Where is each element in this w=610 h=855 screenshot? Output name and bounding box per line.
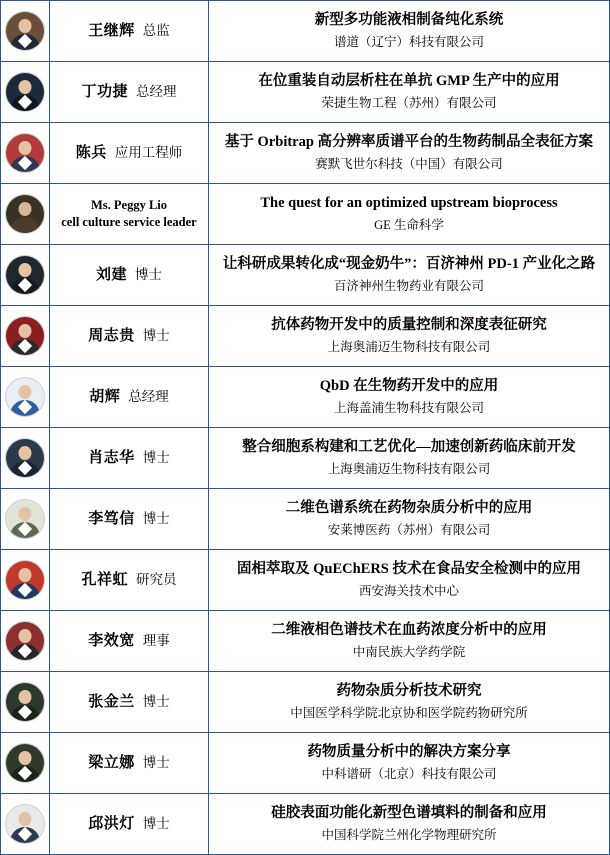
speaker-topic-cell xyxy=(209,428,610,489)
speaker-topic-cell xyxy=(209,794,610,855)
speaker-topic-cell xyxy=(209,367,610,428)
topic-title: QbD 在生物药开发中的应用 xyxy=(319,378,499,395)
speaker-photo-cell xyxy=(1,1,50,62)
speaker-name: 周志贵 xyxy=(88,328,135,344)
topic-title: 药物质量分析中的解决方案分享 xyxy=(307,744,511,761)
speaker-name-cell xyxy=(50,367,209,428)
speaker-topic-cell xyxy=(209,306,610,367)
speaker-name-cell xyxy=(50,184,209,245)
speaker-title: 理事 xyxy=(142,633,170,648)
speaker-name-wrap xyxy=(50,21,208,41)
speaker-title: 博士 xyxy=(142,755,170,770)
speaker-name-wrap xyxy=(50,387,208,407)
speaker-photo-cell xyxy=(1,123,50,184)
speaker-topic-cell xyxy=(209,123,610,184)
speaker-photo-cell xyxy=(1,611,50,672)
speaker-name-cell xyxy=(50,123,209,184)
topic-title: 整合细胞系构建和工艺优化—加速创新药临床前开发 xyxy=(242,439,576,456)
speaker-title: 总监 xyxy=(142,23,170,38)
speaker-title: 总经理 xyxy=(128,389,169,404)
speaker-table-body xyxy=(1,1,610,855)
speaker-photo-cell xyxy=(1,794,50,855)
speaker-name-wrap xyxy=(50,448,208,468)
topic-organization: 上海盖浦生物科技有限公司 xyxy=(333,400,484,415)
table-row xyxy=(1,62,610,123)
table-row xyxy=(1,306,610,367)
speaker-photo-cell xyxy=(1,245,50,306)
topic-title: The quest for an optimized upstream bioprocess xyxy=(260,195,558,212)
topic-title: 固相萃取及 QuEChERS 技术在食品安全检测中的应用 xyxy=(236,561,581,578)
topic-organization: 上海奥浦迈生物科技有限公司 xyxy=(327,339,491,354)
topic-organization: 西安海关技术中心 xyxy=(358,583,459,598)
speaker-name-cell xyxy=(50,672,209,733)
speaker-name-wrap xyxy=(50,692,208,712)
speaker-name-wrap xyxy=(50,570,208,590)
avatar xyxy=(5,194,45,234)
table-row xyxy=(1,733,610,794)
speaker-name: 丁功捷 xyxy=(81,84,128,100)
table-row xyxy=(1,550,610,611)
topic-title: 基于 Orbitrap 高分辨率质谱平台的生物药制品全表征方案 xyxy=(224,134,594,151)
speaker-topic-cell xyxy=(209,611,610,672)
speaker-name: 肖志华 xyxy=(88,450,135,466)
speaker-name: 梁立娜 xyxy=(88,755,135,771)
avatar xyxy=(5,438,45,478)
speaker-name-cell xyxy=(50,428,209,489)
topic-organization: GE 生命科学 xyxy=(374,217,444,232)
speaker-photo-cell xyxy=(1,428,50,489)
speaker-photo-cell xyxy=(1,733,50,794)
speaker-name-wrap xyxy=(50,814,208,834)
table-row xyxy=(1,794,610,855)
speaker-title: 总经理 xyxy=(136,84,177,99)
speaker-name: 陈兵 xyxy=(75,145,107,161)
speaker-topic-cell xyxy=(209,1,610,62)
speaker-title: 应用工程师 xyxy=(114,145,183,160)
topic-organization: 谱道（辽宁）科技有限公司 xyxy=(333,34,484,49)
topic-title: 新型多功能液相制备纯化系统 xyxy=(314,12,504,29)
speaker-name-cell xyxy=(50,794,209,855)
speaker-name-wrap xyxy=(50,82,208,102)
topic-organization: 中南民族大学药学院 xyxy=(352,644,466,659)
avatar xyxy=(5,499,45,539)
speaker-topic-cell xyxy=(209,550,610,611)
speaker-name: 张金兰 xyxy=(88,694,135,710)
topic-title: 药物杂质分析技术研究 xyxy=(336,683,482,700)
topic-title: 在位重装自动层析柱在单抗 GMP 生产中的应用 xyxy=(258,73,560,90)
speaker-name-cell xyxy=(50,62,209,123)
speaker-name-wrap xyxy=(50,326,208,346)
speaker-title: 博士 xyxy=(142,511,170,526)
table-row xyxy=(1,245,610,306)
topic-title: 硅胶表面功能化新型色谱填料的制备和应用 xyxy=(271,805,547,822)
speaker-title: 博士 xyxy=(142,328,170,343)
table-row xyxy=(1,611,610,672)
avatar xyxy=(5,621,45,661)
speaker-name-cell xyxy=(50,611,209,672)
topic-organization: 中科谱研（北京）科技有限公司 xyxy=(321,766,497,781)
speaker-name-cell xyxy=(50,245,209,306)
speaker-photo-cell xyxy=(1,489,50,550)
avatar xyxy=(5,316,45,356)
topic-organization: 安莱博医药（苏州）有限公司 xyxy=(327,522,491,537)
avatar xyxy=(5,255,45,295)
speaker-topic-cell xyxy=(209,733,610,794)
speaker-name: 孔祥虹 xyxy=(81,572,128,588)
topic-organization: 赛默飞世尔科技（中国）有限公司 xyxy=(315,156,503,171)
speaker-topic-cell xyxy=(209,62,610,123)
speaker-topic-cell xyxy=(209,184,610,245)
speaker-name-wrap xyxy=(50,265,208,285)
speaker-name: 李效宽 xyxy=(88,633,135,649)
avatar xyxy=(5,560,45,600)
speaker-name: 胡辉 xyxy=(89,389,121,405)
avatar xyxy=(5,72,45,112)
topic-title: 二维色谱系统在药物杂质分析中的应用 xyxy=(285,500,533,517)
table-row xyxy=(1,123,610,184)
table-row xyxy=(1,367,610,428)
speaker-photo-cell xyxy=(1,62,50,123)
speaker-title: 博士 xyxy=(142,816,170,831)
table-row xyxy=(1,428,610,489)
speaker-name-cell xyxy=(50,733,209,794)
speaker-name-cell xyxy=(50,306,209,367)
speaker-title: 博士 xyxy=(135,267,162,282)
speaker-name: Ms. Peggy Lio xyxy=(90,198,168,213)
avatar xyxy=(5,682,45,722)
speaker-photo-cell xyxy=(1,672,50,733)
speaker-name-wrap xyxy=(50,509,208,529)
speaker-photo-cell xyxy=(1,306,50,367)
topic-title: 二维液相色谱技术在血药浓度分析中的应用 xyxy=(271,622,547,639)
table-row xyxy=(1,489,610,550)
speaker-name-wrap xyxy=(50,753,208,773)
speaker-title: cell culture service leader xyxy=(61,214,197,229)
speaker-photo-cell xyxy=(1,550,50,611)
avatar xyxy=(5,804,45,844)
topic-title: 让科研成果转化成“现金奶牛”：百济神州 PD-1 产业化之路 xyxy=(222,256,596,273)
speaker-name: 王继辉 xyxy=(88,23,135,39)
topic-organization: 上海奥浦迈生物科技有限公司 xyxy=(327,461,491,476)
speaker-name-cell xyxy=(50,550,209,611)
avatar xyxy=(5,133,45,173)
speaker-title: 博士 xyxy=(142,694,170,709)
table-row xyxy=(1,1,610,62)
speaker-title: 研究员 xyxy=(136,572,177,587)
avatar xyxy=(5,743,45,783)
topic-organization: 荣捷生物工程（苏州）有限公司 xyxy=(321,95,497,110)
speaker-name: 邱洪灯 xyxy=(88,816,135,832)
speaker-title: 博士 xyxy=(142,450,170,465)
speaker-name-wrap xyxy=(50,198,208,230)
speaker-name-wrap xyxy=(50,143,208,163)
topic-organization: 中国科学院兰州化学物理研究所 xyxy=(321,827,497,842)
speaker-name-cell xyxy=(50,489,209,550)
speaker-name-cell xyxy=(50,1,209,62)
speaker-photo-cell xyxy=(1,367,50,428)
topic-organization: 中国医学科学院北京协和医学院药物研究所 xyxy=(290,705,528,720)
speaker-name: 刘建 xyxy=(95,267,127,283)
topic-title: 抗体药物开发中的质量控制和深度表征研究 xyxy=(271,317,547,334)
avatar xyxy=(5,11,45,51)
table-row xyxy=(1,672,610,733)
speaker-topic-cell xyxy=(209,672,610,733)
speaker-topic-cell xyxy=(209,245,610,306)
speaker-name: 李笃信 xyxy=(88,511,135,527)
speaker-topic-cell xyxy=(209,489,610,550)
topic-organization: 百济神州生物药业有限公司 xyxy=(333,278,484,293)
speaker-name-wrap xyxy=(50,631,208,651)
table-row xyxy=(1,184,610,245)
avatar xyxy=(5,377,45,417)
speaker-photo-cell xyxy=(1,184,50,245)
